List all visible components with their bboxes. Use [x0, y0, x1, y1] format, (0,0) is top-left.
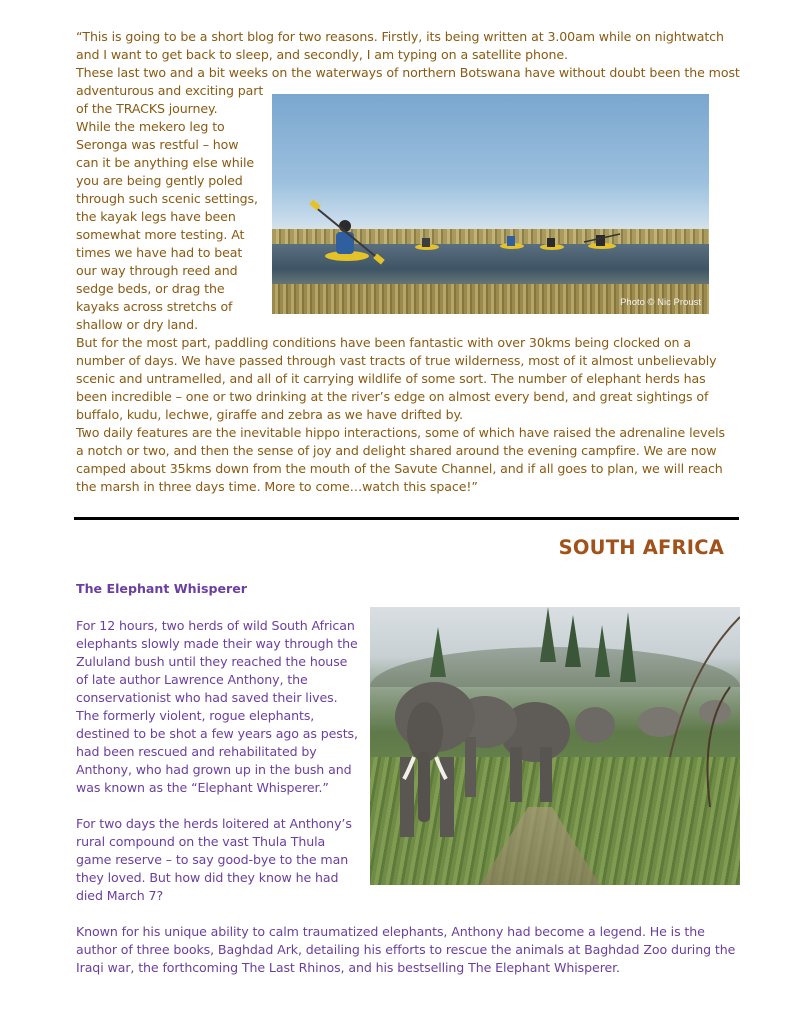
- blog-text-line: sedge beds, or drag the: [76, 281, 225, 296]
- article-paragraph-3: Known for his unique ability to calm traumatized elephants, Anthony had become a legend. He is the author of three books, Baghdad Ark, detailing his efforts to rescue the animals at Baghdad Zoo during the Iraqi war, the forthcoming The Last Rhinos, and his bestselling The Elephant Whisperer.: [76, 924, 736, 975]
- elephants-photo: [370, 607, 740, 885]
- blog-text-line: While the mekero leg to: [76, 119, 225, 134]
- blog-text-line: Seronga was restful – how: [76, 137, 239, 152]
- elephants-illustration: [370, 607, 740, 885]
- blog-text-line: These last two and a bit weeks on the waterways of northern Botswana have without doubt been the most: [76, 65, 740, 80]
- section-divider: [74, 517, 739, 520]
- kayak-photo: [272, 94, 709, 314]
- article-paragraph-2: For two days the herds loitered at Anthony’s rural compound on the vast Thula Thula game reserve – to say good-bye to the man they loved. But how did they know he had died March 7?: [76, 816, 352, 903]
- section-title: SOUTH AFRICA: [558, 536, 724, 559]
- blog-paragraph-hippo: Two daily features are the inevitable hippo interactions, some of which have raised the adrenaline levels a notch or two, and then the sense of joy and delight shared around the evening campfire. We are now camped about 35kms down from the mouth of the Savute Channel, and if all goes to plan, we will reach the marsh in three days time. More to come…watch this space!”: [76, 425, 725, 494]
- blog-text-line: times we have had to beat: [76, 245, 243, 260]
- blog-text-line: you are being gently poled: [76, 173, 243, 188]
- blog-text-line: through such scenic settings,: [76, 191, 258, 206]
- blog-text-line: and I want to get back to sleep, and secondly, I am typing on a satellite phone.: [76, 47, 568, 62]
- blog-text-line: “This is going to be a short blog for two reasons. Firstly, its being written at 3.00am while on nightwatch: [76, 29, 724, 44]
- blog-paragraph-conditions: But for the most part, paddling conditions have been fantastic with over 30kms being clocked on a number of days. We have passed through vast tracts of true wilderness, most of it almost unbelievably scenic and untramelled, and all of it carrying wildlife of some sort. The number of elephant herds has been incredible – one or two drinking at the river’s edge on almost every bend, and great sightings of buffalo, kudu, lechwe, giraffe and zebra as we have drifted by.: [76, 335, 717, 422]
- blog-text-line: kayaks across stretchs of: [76, 299, 233, 314]
- blog-text-line: can it be anything else while: [76, 155, 255, 170]
- blog-text-line: adventurous and exciting part: [76, 83, 264, 98]
- blog-text-line: the kayak legs have been: [76, 209, 236, 224]
- article-title: The Elephant Whisperer: [76, 581, 247, 596]
- blog-text-line: somewhat more testing. At: [76, 227, 245, 242]
- article-paragraph-1: For 12 hours, two herds of wild South African elephants slowly made their way through the Zululand bush until they reached the house of late author Lawrence Anthony, the conservationist who had saved their lives. The formerly violent, rogue elephants, destined to be shot a few years ago as pests, had been rescued and rehabilitated by Anthony, who had grown up in the bush and was known as the “Elephant Whisperer.”: [76, 618, 358, 795]
- blog-text-line: of the TRACKS journey.: [76, 101, 218, 116]
- blog-text-line: shallow or dry land.: [76, 317, 198, 332]
- kayakers-illustration: [272, 94, 709, 314]
- photo-credit: Photo © Nic Proust: [620, 297, 701, 308]
- blog-text-line: our way through reed and: [76, 263, 238, 278]
